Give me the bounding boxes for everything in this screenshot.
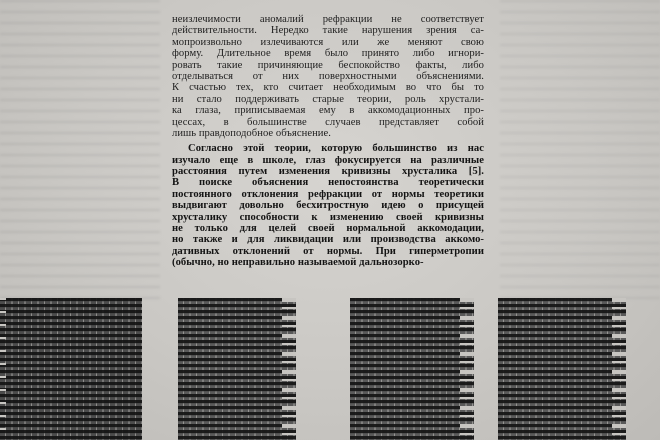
bleed-through-text-right <box>500 0 660 300</box>
paragraph-2 <box>172 143 484 268</box>
text-line: форму. Длительное время было принято либо игнори- <box>172 48 484 60</box>
block-edge <box>460 298 474 440</box>
text-line: отделываться от них поверхностными объяснениями. <box>172 70 484 82</box>
blurred-text-block <box>178 298 296 440</box>
text-line: ровать такие причиняющие беспокойство факты, либо <box>172 59 484 71</box>
text-line: но также и для ликвидации или производства аккомо- <box>172 234 484 246</box>
text-line: К счастью тех, кто считает необходимым во что бы то <box>172 82 484 94</box>
block-edge <box>612 298 626 440</box>
text-line: действительности. Нередко такие нарушения зрения са- <box>172 25 484 37</box>
text-line: ка глаза, приписываемая ему в аккомодационных про- <box>172 105 484 117</box>
text-line: цессах, в большинстве случаев представляет собой <box>172 116 484 128</box>
blurred-text-block <box>350 298 474 440</box>
text-line: хрусталику способности к изменению своей кривизны <box>172 211 484 223</box>
text-line: постоянного отклонения рефракции от нормы теоретики <box>172 188 484 200</box>
text-line: изучало еще в школе, глаз фокусируется на различные <box>172 154 484 166</box>
text-column <box>172 14 484 269</box>
block-edge <box>0 298 6 440</box>
text-line: неизлечимости аномалий рефракции не соответствует <box>172 14 484 25</box>
text-line: Согласно этой теории, которую большинство из нас <box>188 143 484 155</box>
text-line: (обычно, но неправильно называемой дальнозорко- <box>172 257 424 269</box>
text-line: В поиске объяснения непостоянства теоретически <box>172 177 484 189</box>
block-edge <box>282 298 296 440</box>
paragraph-1 <box>172 14 484 139</box>
blurred-text-block <box>0 298 142 440</box>
blurred-text-block <box>498 298 626 440</box>
text-line: не только для целей своей нормальной аккомодации, <box>172 223 484 235</box>
text-line: мопроизвольно излечиваются или же меняют свою <box>172 36 484 48</box>
text-line: расстояния путем изменения кривизны хрусталика [5]. <box>172 166 484 178</box>
bleed-through-text-left <box>0 0 160 300</box>
text-line: ни стало поддерживать старые теории, роль хрустали- <box>172 93 484 105</box>
text-line: выдвигают довольно бесхитростную идею о присущей <box>172 200 484 212</box>
text-line: дативных отклонений от нормы. При гиперметропии <box>172 245 484 257</box>
text-line: лишь правдоподобное объяснение. <box>172 127 331 139</box>
